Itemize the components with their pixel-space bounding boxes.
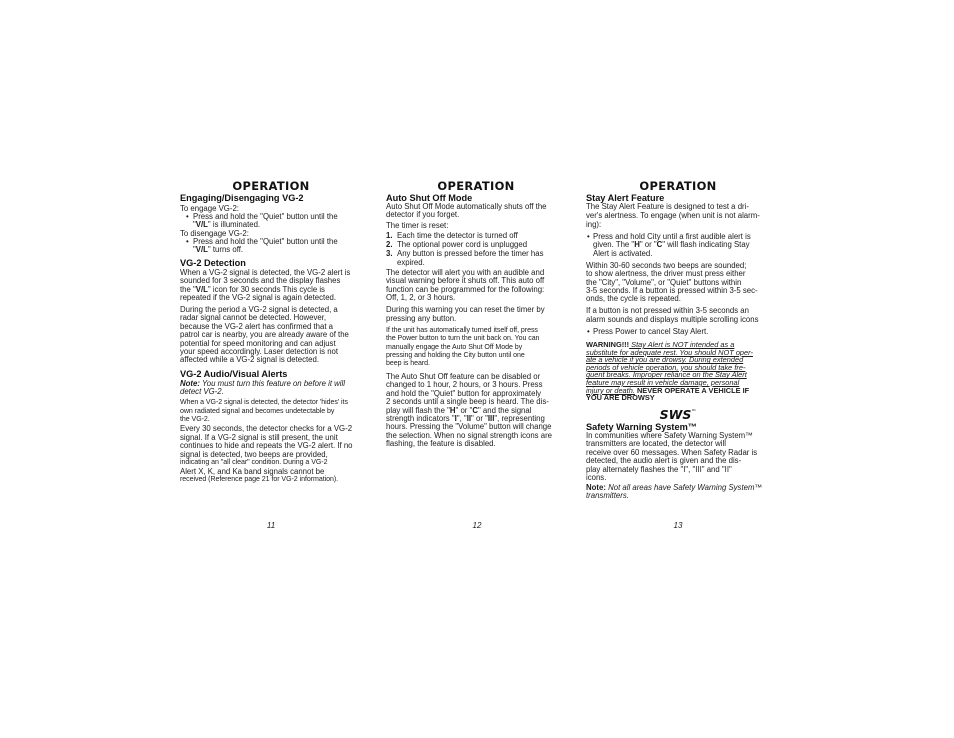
paragraph-line: alarm sounds and displays multiple scrolling icons: [586, 314, 759, 324]
stay-alert-paragraph-2: [586, 307, 758, 324]
stay-alert-step-2: [586, 328, 708, 336]
page-12-header: OPERATION: [437, 179, 515, 193]
line-text: " will flash indicating Stay: [662, 240, 750, 250]
page-13-header: OPERATION: [639, 179, 717, 193]
warning-line: periods of vehicle operation, you should take fre-: [586, 362, 746, 372]
alerts-note: [180, 380, 345, 396]
paragraph-line: 2 seconds until a single beep is heard. The dis-: [386, 397, 549, 407]
note-label: Note:: [180, 379, 200, 388]
paragraph-line: Within 30-60 seconds two beeps are sounded;: [586, 261, 747, 270]
paragraph-line: When a VG-2 signal is detected, the detector 'hides' its: [180, 399, 348, 406]
paragraph-line: continues to hide and repeats the VG-2 alert. If no: [180, 441, 353, 450]
line-text: ": [193, 220, 196, 230]
line-text: Press and hold the "Quiet" button until the: [193, 212, 338, 222]
line-text: ", representing: [494, 414, 545, 424]
stay-alert-intro: [586, 203, 760, 229]
paragraph-line: visual warning before it shuts off. This auto off: [386, 276, 545, 286]
paragraph-line: The Stay Alert Feature is designed to test a dri-: [586, 202, 749, 211]
paragraph-line: If a button is not pressed within 3-5 seconds an: [586, 306, 749, 315]
detection-section-title: VG-2 Detection: [180, 258, 246, 268]
paragraph-line: potential for speed monitoring and can adjust: [180, 338, 336, 348]
paragraph-line: play alternately flashes the "I", "III" and "II": [586, 464, 732, 474]
paragraph-line: sounded for 3 seconds and the display flashes: [180, 276, 341, 286]
engage-instructions: [180, 205, 338, 254]
paragraph-line: repeated if the VG-2 signal is again detected.: [180, 293, 337, 303]
paragraph-line: because the VG-2 alert has confirmed that a: [180, 321, 333, 331]
line-text: ", ": [456, 414, 467, 424]
page-number-12: 12: [472, 521, 482, 530]
paragraph-line: manually engage the Auto Shut Off Mode by: [386, 343, 523, 351]
display-icon-label: C: [472, 405, 478, 415]
display-icon-label: H: [449, 405, 456, 415]
auto-shut-off-title: Auto Shut Off Mode: [386, 193, 473, 203]
signal-icon-label: I: [454, 414, 457, 424]
safety-warning-system-title: Safety Warning System™: [586, 422, 697, 432]
paragraph-line: own radiated signal and becomes undetectable by: [180, 407, 335, 415]
paragraph-line: ver's alertness. To engage (when unit is not alarm-: [586, 210, 760, 220]
line-text: given. The ": [593, 240, 635, 250]
paragraph-line: the selection. When no signal strength icons are: [386, 430, 552, 440]
engage-label: To engage VG-2:: [180, 204, 239, 213]
line-text: " turns off.: [207, 245, 244, 255]
page-number-13: 13: [673, 521, 683, 530]
line-text: play will flash the ": [386, 405, 450, 415]
auto-paragraph-3: [386, 327, 539, 368]
warning-emphasis: NEVER OPERATE A VEHICLE IF: [634, 385, 750, 395]
paragraph-line: signal. If a VG-2 signal is still present, the unit: [180, 432, 338, 442]
paragraph-line: Auto Shut Off Mode automatically shuts off the: [386, 202, 547, 211]
stay-alert-title: Stay Alert Feature: [586, 193, 665, 203]
paragraph-line: During this warning you can reset the timer by: [386, 305, 545, 314]
trademark-mark: ™: [691, 409, 697, 415]
line-text: Any button is pressed before the timer has: [397, 249, 544, 258]
sws-paragraph: [586, 432, 757, 482]
paragraph-line: receive over 60 messages. When Safety Radar is: [586, 447, 758, 457]
bullet-marker: •: [186, 236, 189, 246]
warning-line: quent breaks. Improper reliance on the Stay Alert: [586, 370, 747, 380]
paragraph-line: detector if you forget.: [386, 210, 460, 220]
alerts-section-title: VG-2 Audio/Visual Alerts: [180, 369, 288, 379]
paragraph-line: During the period a VG-2 signal is detected, a: [180, 305, 338, 314]
paragraph-line: pressing and holding the City button until one: [386, 351, 525, 359]
timer-reset-list: [386, 231, 544, 267]
paragraph-line: function can be programmed for the following:: [386, 284, 545, 294]
line-text: Press and hold the "Quiet" button until the: [193, 236, 338, 246]
line-text: " is illuminated.: [207, 220, 261, 230]
note-line: detect VG-2.: [180, 387, 224, 397]
alerts-paragraph-1: [180, 399, 348, 425]
line-text: ": [193, 245, 196, 255]
paragraph-line: Every 30 seconds, the detector checks for a VG-2: [180, 424, 353, 433]
display-icon-label: C: [656, 240, 663, 250]
paragraph-line: detected, the audio alert is given and the dis-: [586, 456, 742, 466]
detection-paragraph-1: [180, 269, 350, 303]
paragraph-line: Alert X, K, and Ka band signals cannot be: [180, 466, 325, 476]
alerts-paragraph-2: [180, 425, 353, 485]
line-text: Press and hold City until a first audible alert is: [593, 232, 751, 241]
vl-icon-label: V/L: [195, 284, 208, 294]
paragraph-line: hours. Pressing the "Volume" button will change: [386, 422, 552, 432]
page-11-header: OPERATION: [232, 179, 310, 193]
paragraph-line: onds, the cycle is repeated.: [586, 294, 681, 304]
bullet-marker: •: [186, 212, 189, 222]
bullet-line: [586, 328, 708, 336]
paragraph-line: flashing, the feature is disabled.: [386, 439, 496, 449]
paragraph-line: the "City", "Volume", or "Quiet" buttons within: [586, 277, 742, 287]
signal-icon-label: II: [466, 414, 472, 424]
list-item: [386, 249, 544, 258]
note-label: Note:: [586, 483, 606, 492]
line-text: the ": [180, 284, 196, 294]
paragraph-line: icons.: [586, 473, 607, 483]
paragraph-line: indicating an "all clear" condition. During a VG-2: [180, 459, 328, 466]
page-number-11: 11: [266, 521, 276, 530]
warning-line: substitute for adequate rest. You should NOT oper-: [586, 347, 753, 357]
warning-emphasis: YOU ARE DROWSY: [586, 393, 655, 403]
paragraph-line: received (Reference page 21 for VG-2 information).: [180, 476, 339, 483]
auto-paragraph-2: [386, 306, 545, 323]
sws-note: [586, 484, 762, 500]
auto-paragraph-1: [386, 269, 544, 303]
line-text: " icon for 30 seconds This cycle is: [207, 284, 325, 294]
line-text: strength indicators ": [386, 414, 455, 424]
stay-alert-warning: [586, 341, 753, 402]
paragraph-line: affected while a VG-2 signal is detected.: [180, 355, 319, 365]
signal-icon-label: III: [487, 414, 495, 424]
paragraph-line: the Power button to turn the unit back on. You can: [386, 335, 540, 343]
list-number: 3.: [386, 249, 393, 258]
paragraph-line: patrol car is nearby, you are already aware of the: [180, 330, 349, 340]
line-text: " or ": [639, 240, 657, 250]
paragraph-line: When a VG-2 signal is detected, the VG-2 alert is: [180, 268, 351, 277]
paragraph-line: signal is detected, two beeps are provided,: [180, 449, 328, 459]
paragraph-line: The timer is reset:: [386, 221, 449, 230]
paragraph-line: The detector will alert you with an audible and: [386, 268, 545, 277]
paragraph-line: ing):: [586, 219, 602, 229]
disengage-label: To disengage VG-2:: [180, 228, 249, 238]
paragraph-line: your speed accordingly. Laser detection is not: [180, 347, 339, 357]
line-text: Press Power to cancel Stay Alert.: [593, 327, 709, 336]
detection-paragraph-2: [180, 306, 349, 365]
list-number: 2.: [386, 240, 393, 249]
paragraph-line: If the unit has automatically turned itself off, press: [386, 327, 538, 334]
auto-paragraph-4: [386, 373, 552, 449]
vl-icon-label: V/L: [195, 220, 208, 230]
paragraph-line: 3-5 seconds. If a button is pressed within 3-5 sec-: [586, 285, 758, 295]
line-text: " or ": [455, 405, 473, 415]
line-text: " or ": [471, 414, 488, 424]
stay-alert-paragraph-1: [586, 262, 758, 303]
list-item: [386, 240, 544, 249]
warning-line: feature may result in vehicle damage, personal: [586, 377, 740, 387]
bullet-line-continued: Alert is activated.: [593, 248, 653, 258]
sws-logo: [608, 405, 748, 422]
bullet-marker: •: [587, 232, 590, 241]
auto-intro: [386, 203, 547, 220]
line-text: The optional power cord is unplugged: [397, 240, 528, 249]
line-text: " and the signal: [477, 405, 532, 415]
list-item: [386, 231, 544, 240]
paragraph-line: changed to 1 hour, 2 hours, or 3 hours. Press: [386, 380, 543, 390]
timer-reset-label: [386, 222, 448, 230]
paragraph-line: and hold the "Quiet" button for approximately: [386, 388, 542, 398]
line-text: You must turn this feature on before it will: [199, 379, 345, 388]
warning-line: [586, 394, 753, 402]
stay-alert-step-1: [586, 233, 751, 258]
disengage-step-continued: [180, 246, 338, 254]
line-text: Stay Alert is NOT intended as a: [629, 340, 735, 349]
paragraph-line: transmitters are located, the detector will: [586, 439, 726, 449]
line-text: injury or death.: [586, 385, 635, 395]
line-text: Not all areas have Safety Warning System™: [605, 483, 763, 492]
paragraph-line: In communities where Safety Warning System™: [586, 431, 753, 440]
paragraph-line: the VG-2.: [180, 416, 210, 423]
display-icon-label: H: [634, 240, 640, 250]
paragraph-line: The Auto Shut Off feature can be disabled or: [386, 372, 541, 381]
bullet-marker: •: [587, 327, 590, 336]
paragraph-line: radar signal cannot be detected. However,: [180, 313, 327, 323]
line-text: Each time the detector is turned off: [397, 231, 518, 240]
paragraph-line: pressing any button.: [386, 313, 457, 323]
sws-logo-text: SWS: [659, 407, 692, 422]
paragraph-line: beep is heard.: [386, 360, 430, 368]
vl-icon-label: V/L: [195, 245, 208, 255]
warning-line: ate a vehicle if you are drowsy. During extended: [586, 355, 744, 365]
paragraph-line: to show alertness, the driver must press either: [586, 269, 746, 279]
warning-label: WARNING!!!: [586, 340, 630, 349]
paragraph-line: Off, 1, 2, or 3 hours.: [386, 293, 456, 303]
list-number: 1.: [386, 231, 393, 240]
note-line: transmitters.: [586, 491, 629, 500]
list-item-continued: expired.: [397, 258, 425, 267]
engaging-section-title: Engaging/Disengaging VG-2: [180, 193, 304, 203]
